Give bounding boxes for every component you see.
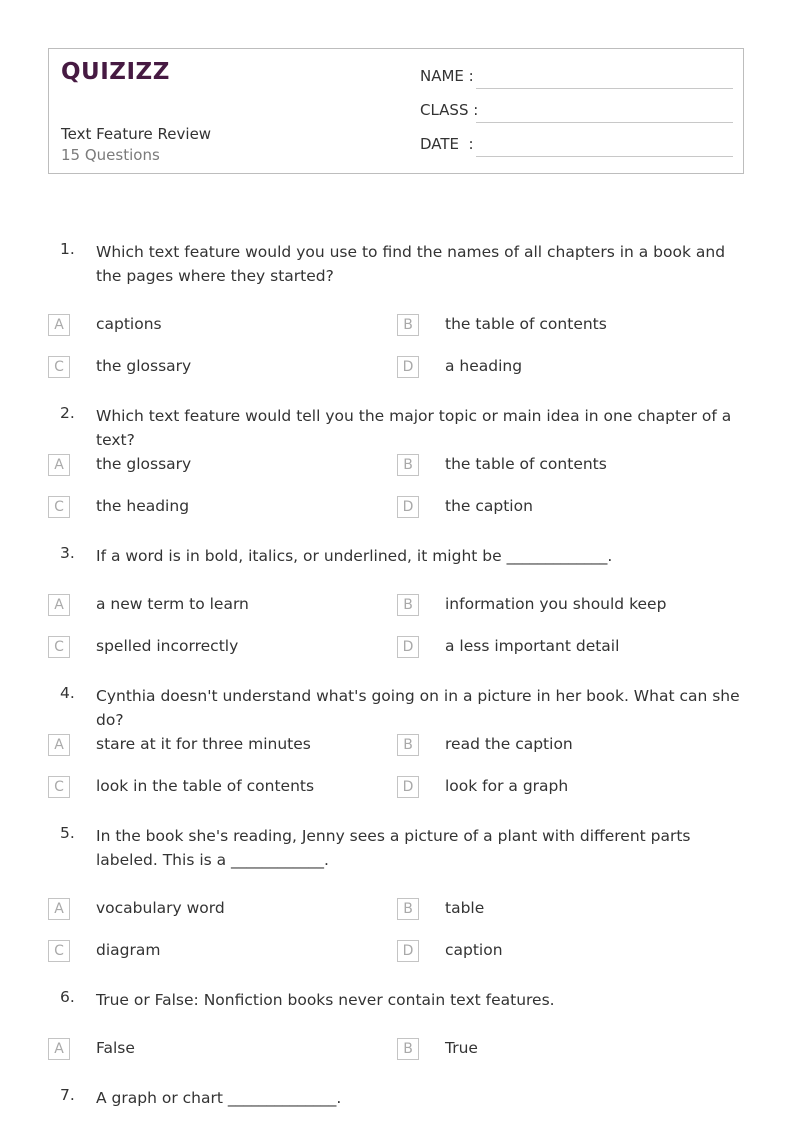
option-text: a new term to learn	[96, 595, 249, 613]
question-number: 4.	[60, 684, 75, 702]
option-text: True	[445, 1039, 478, 1057]
option-letter-box: D	[397, 356, 419, 378]
option-letter-box: C	[48, 496, 70, 518]
option-letter-box: A	[48, 314, 70, 336]
option-text: spelled incorrectly	[96, 637, 239, 655]
option-letter-box: C	[48, 356, 70, 378]
option-letter-box: B	[397, 314, 419, 336]
option-letter-box: A	[48, 898, 70, 920]
question-number: 3.	[60, 544, 75, 562]
option-letter-box: D	[397, 776, 419, 798]
option-letter-box: C	[48, 636, 70, 658]
option-text: the table of contents	[445, 315, 607, 333]
option-text: diagram	[96, 941, 161, 959]
question-text: A graph or chart ______________.	[96, 1089, 342, 1107]
option-text: look for a graph	[445, 777, 569, 795]
worksheet-header	[48, 48, 744, 174]
option-letter-box: B	[397, 454, 419, 476]
option-letter-box: B	[397, 898, 419, 920]
option-letter-box: A	[48, 454, 70, 476]
option-text: False	[96, 1039, 135, 1057]
option-letter-box: A	[48, 1038, 70, 1060]
option-text: a heading	[445, 357, 523, 375]
date-field[interactable]	[420, 135, 733, 157]
option-text: the glossary	[96, 357, 192, 375]
option-letter-box: C	[48, 940, 70, 962]
date-line[interactable]	[476, 156, 733, 157]
question-count: 15 Questions	[61, 146, 160, 164]
class-label: CLASS :	[420, 101, 479, 119]
question-number: 5.	[60, 824, 75, 842]
option-letter-box: B	[397, 1038, 419, 1060]
date-label: DATE :	[420, 135, 474, 153]
option-text: the table of contents	[445, 455, 607, 473]
option-letter-box: D	[397, 496, 419, 518]
question-number: 6.	[60, 988, 75, 1006]
option-text: table	[445, 899, 485, 917]
option-letter-box: C	[48, 776, 70, 798]
name-label: NAME :	[420, 67, 474, 85]
name-line[interactable]	[476, 88, 733, 89]
option-text: caption	[445, 941, 503, 959]
option-text: the heading	[96, 497, 190, 515]
quizizz-logo: QUIZIZZ	[61, 59, 170, 85]
option-letter-box: B	[397, 734, 419, 756]
option-text: read the caption	[445, 735, 573, 753]
option-letter-box: B	[397, 594, 419, 616]
option-text: the caption	[445, 497, 533, 515]
option-text: a less important detail	[445, 637, 620, 655]
question-text: If a word is in bold, italics, or underlined, it might be _____________.	[96, 547, 613, 565]
option-letter-box: A	[48, 734, 70, 756]
question-number: 1.	[60, 240, 75, 258]
option-letter-box: D	[397, 636, 419, 658]
question-text: In the book she's reading, Jenny sees a picture of a plant with different parts labeled. This is a ____________.	[96, 827, 691, 869]
question-number: 7.	[60, 1086, 75, 1104]
question-text: Which text feature would you use to find the names of all chapters in a book and the pages where they started?	[96, 243, 726, 285]
class-line[interactable]	[476, 122, 733, 123]
worksheet-title: Text Feature Review	[61, 125, 212, 143]
option-text: look in the table of contents	[96, 777, 315, 795]
question-text: Which text feature would tell you the major topic or main idea in one chapter of a text?	[96, 407, 732, 449]
question-text: Cynthia doesn't understand what's going on in a picture in her book. What can she do?	[96, 687, 740, 729]
option-text: vocabulary word	[96, 899, 225, 917]
question-text: True or False: Nonfiction books never contain text features.	[96, 991, 555, 1009]
option-letter-box: A	[48, 594, 70, 616]
option-text: captions	[96, 315, 162, 333]
name-field[interactable]	[420, 67, 733, 89]
option-text: information you should keep	[445, 595, 667, 613]
question-number: 2.	[60, 404, 75, 422]
class-field[interactable]	[420, 101, 733, 123]
option-letter-box: D	[397, 940, 419, 962]
option-text: stare at it for three minutes	[96, 735, 311, 753]
option-text: the glossary	[96, 455, 192, 473]
